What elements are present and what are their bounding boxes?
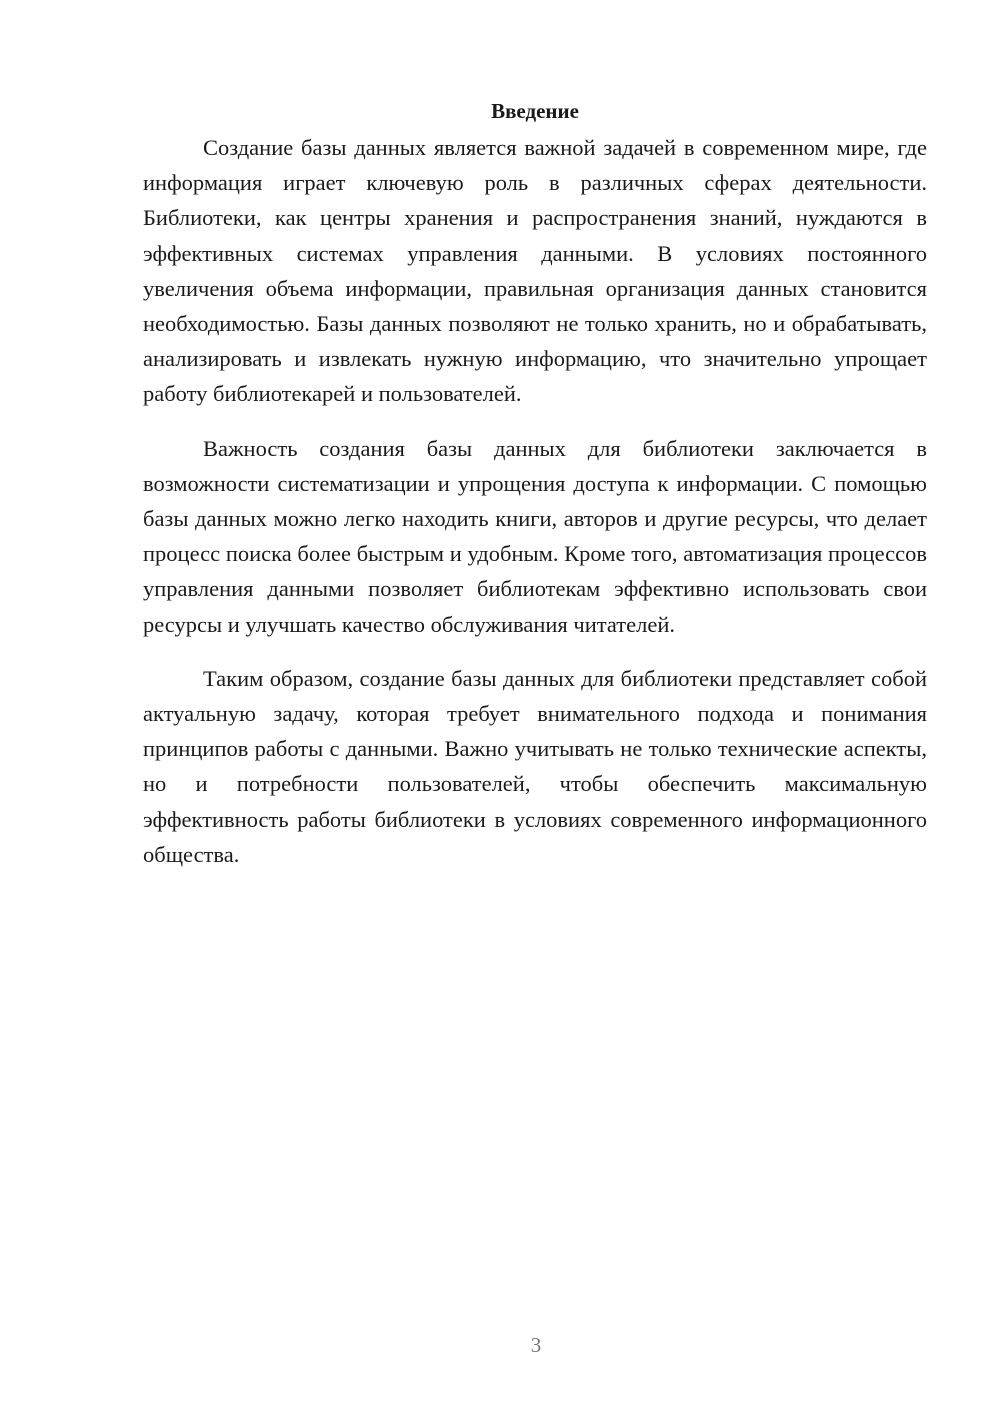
paragraph-3: Таким образом, создание базы данных для библиотеки представляет собой актуальную задачу, которая требует внимательного подхода и понимания принципов работы с данными. Важно учитывать не только технические аспекты, но и потребности пользователей, чтобы обеспечить максимальную эффективность работы библиотеки в условиях современного информационного общества. xyxy=(143,665,927,867)
page-number: 3 xyxy=(530,1333,542,1357)
paragraph-2: Важность создания базы данных для библиотеки заключается в возможности систематизации и упрощения доступа к информации. С помощью базы данных можно легко находить книги, авторов и другие ресурсы, что делает процесс поиска более быстрым и удобным. Кроме того, автоматизация процессов управления данными позволяет библиотекам эффективно использовать свои ресурсы и улучшать качество обслуживания читателей. xyxy=(143,435,927,637)
page-content xyxy=(143,92,927,872)
section-title: Введение xyxy=(491,99,579,123)
paragraph-1: Создание базы данных является важной задачей в современном мире, где информация играет ключевую роль в различных сферах деятельности. Библиотеки, как центры хранения и распространения знаний, нуждаются в эффективных системах управления данными. В условиях постоянного увеличения объема информации, правильная организация данных становится необходимостью. Базы данных позволяют не только хранить, но и обрабатывать, анализировать и извлекать нужную информацию, что значительно упрощает работу библиотекарей и пользователей. xyxy=(143,135,927,407)
